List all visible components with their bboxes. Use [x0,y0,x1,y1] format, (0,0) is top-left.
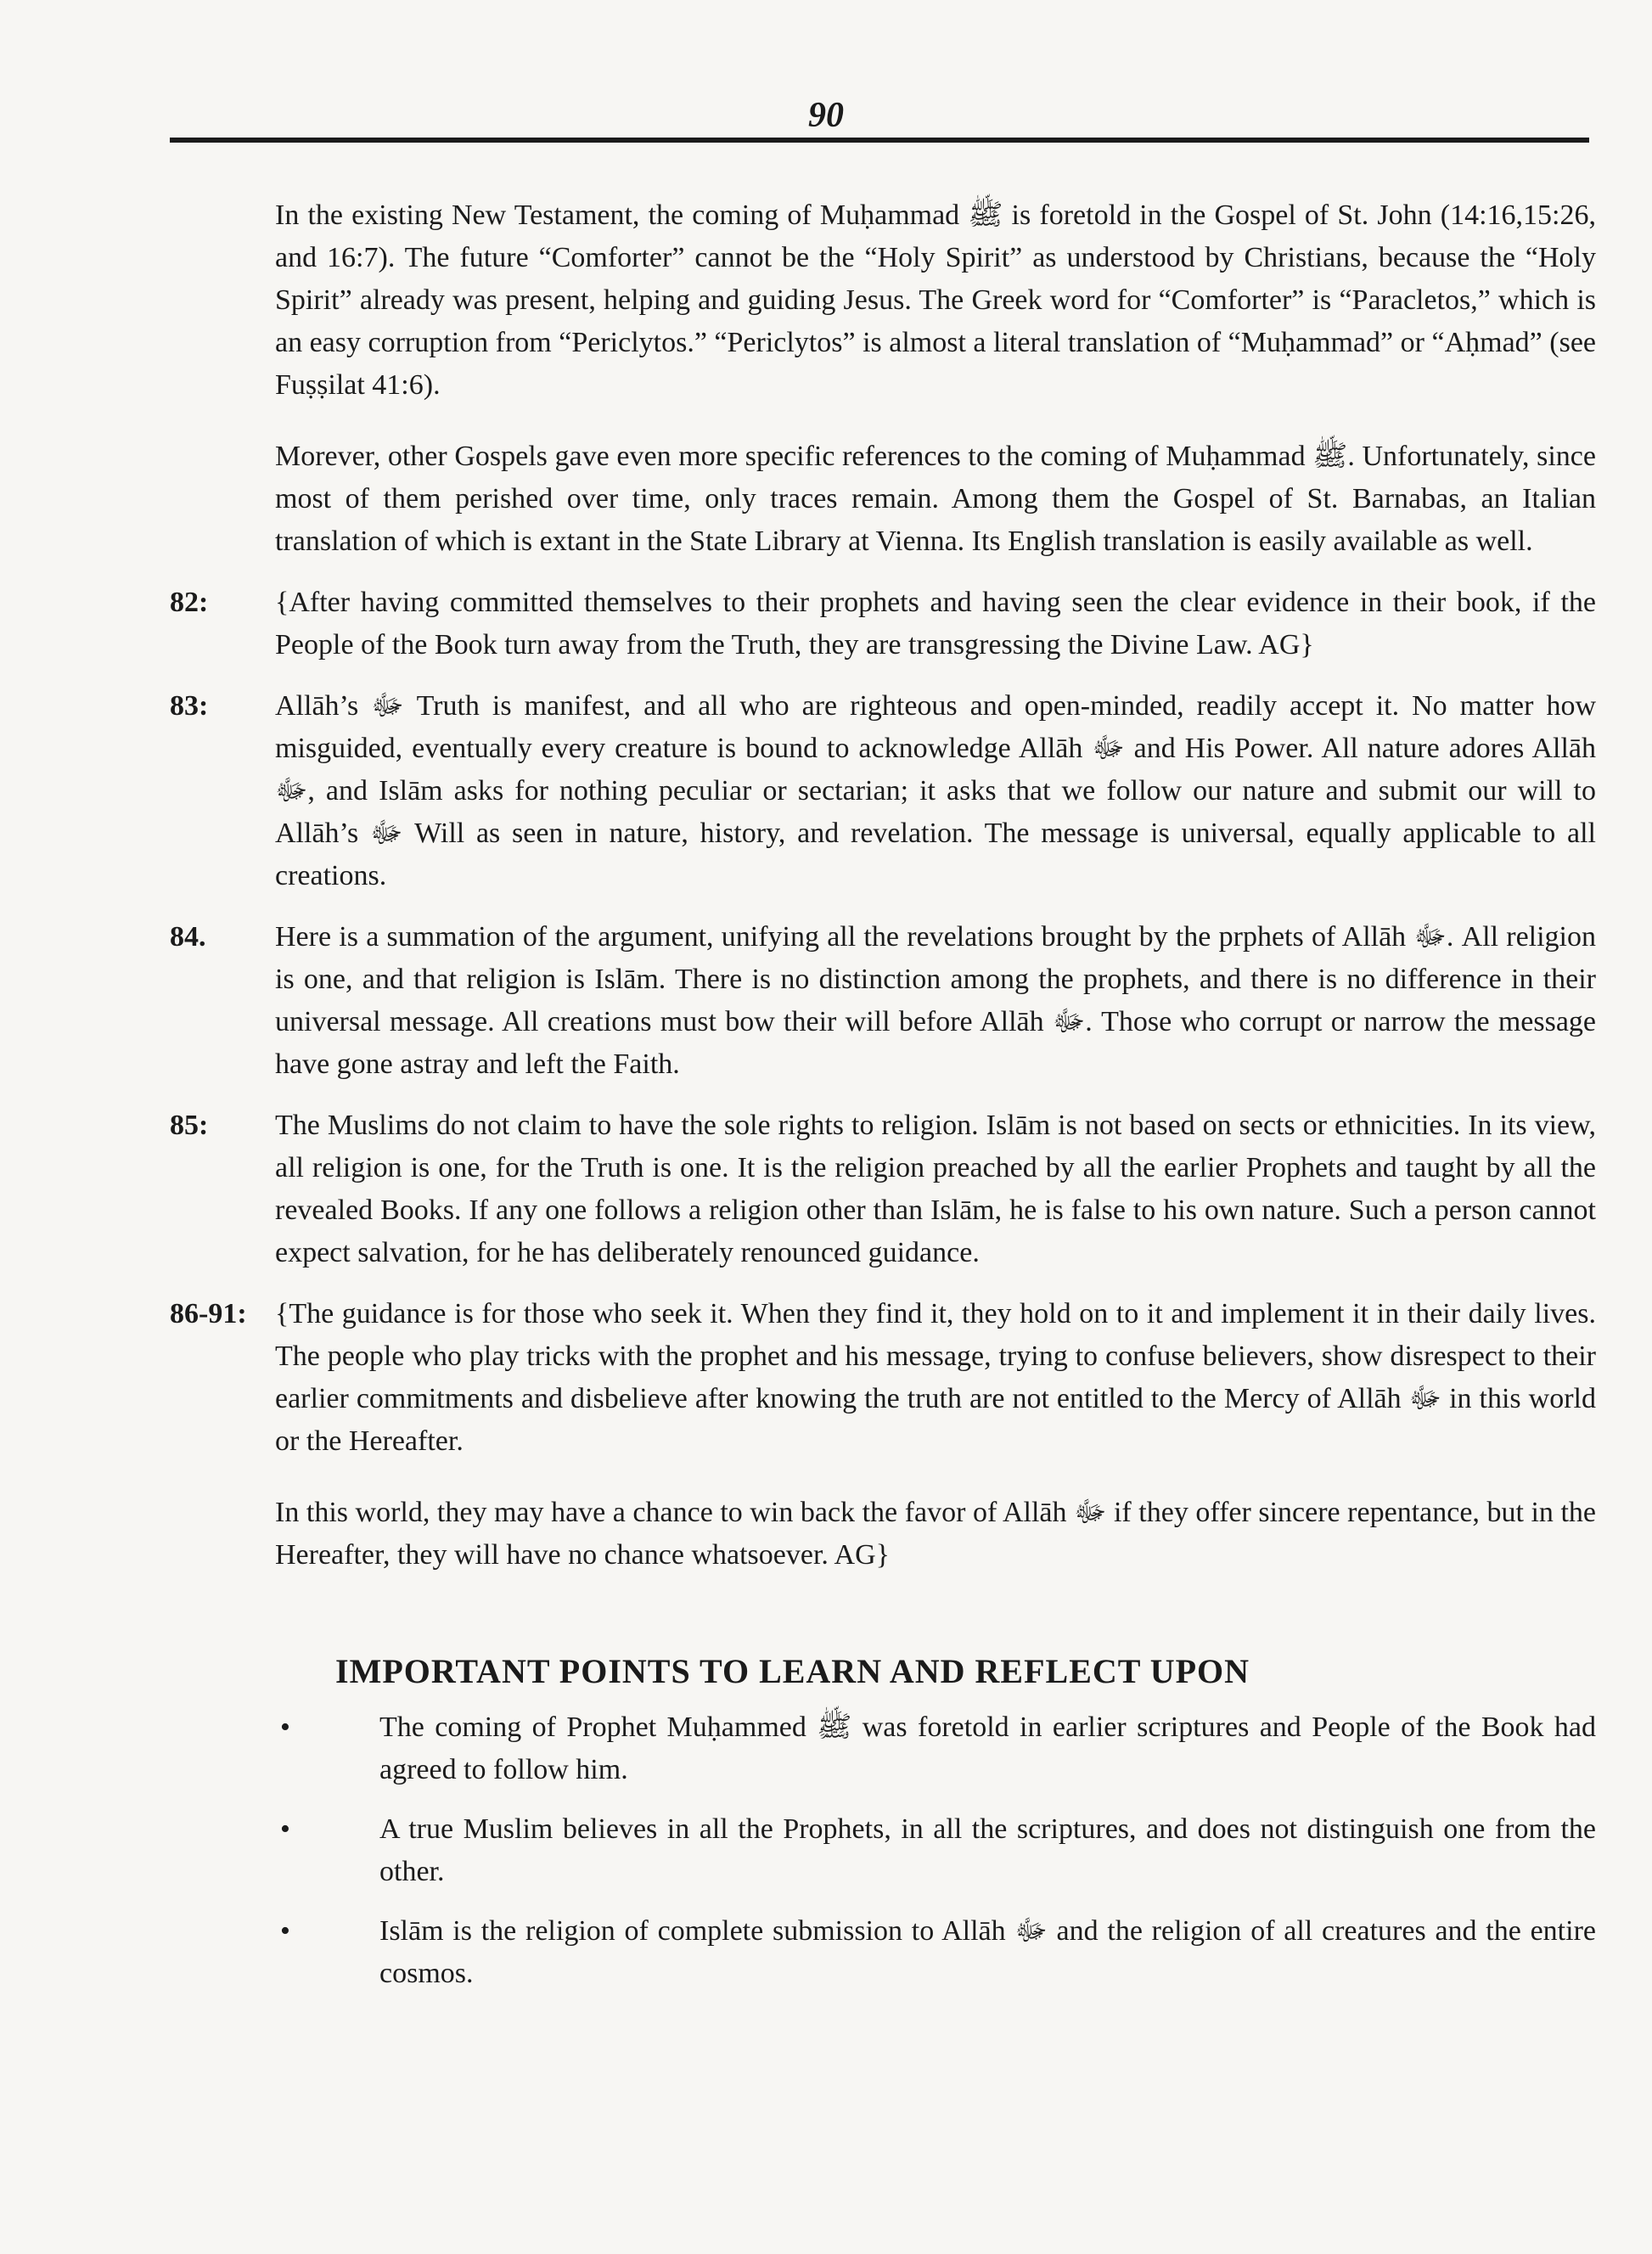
numbered-item-83 [170,685,1596,897]
bullet-text: The coming of Prophet Muḥammed ﷺ was foretold in earlier scriptures and People of the Book had agreed to follow him. [379,1712,1596,1785]
numbered-item-84 [170,916,1596,1086]
item-number: 82: [170,587,209,618]
paragraph-new-testament: In the existing New Testament, the coming of Muḥammad ﷺ is foretold in the Gospel of St. John (14:16,15:26, and 16:7). The future “Comforter” cannot be the “Holy Spirit” as understood by Christians, because the “Holy Spirit” already was present, helping and guiding Jesus. The Greek word for “Comforter” is “Paracletos,” which is an easy corruption from “Periclytos.” “Periclytos” is almost a literal translation of “Muḥammad” or “Aḥmad” (see Fuṣṣilat 41:6). [275,200,1596,401]
item-text: The Muslims do not claim to have the sole rights to religion. Islām is not based on sects or ethnicities. In its view, all religion is one, for the Truth is one. It is the religion preached by all the earlier Prophets and taught by all the revealed Books. If any one follows a religion other than Islām, he is false to his own nature. Such a person cannot expect salvation, for he has deliberately renounced guidance. [275,1110,1596,1268]
item-number: 83: [170,690,209,722]
bullet-point-1 [170,1706,1596,1791]
section-heading: IMPORTANT POINTS TO LEARN AND REFLECT UPON [335,1652,1250,1690]
item-text: Here is a summation of the argument, unifying all the revelations brought by the prphets of Allāh ﷻ. All religion is one, and that religion is Islām. There is no distinction among the prophets, and there is no difference in their universal message. All creations must bow their will before Allāh ﷻ. Those who corrupt or narrow the message have gone astray and left the Faith. [275,921,1597,1080]
item-text: Allāh’s ﷻ Truth is manifest, and all who are righteous and open-minded, readily accept it. No matter how misguided, eventually every creature is bound to acknowledge Allāh ﷻ and His Power. All nature adores Allāh ﷻ, and Islām asks for nothing peculiar or sectarian; it asks that we follow our nature and submit our will to Allāh’s ﷻ Will as seen in nature, history, and revelation. The message is universal, equally applicable to all creations. [275,690,1596,891]
page-content [170,166,1596,2012]
paragraph-other-gospels: Morever, other Gospels gave even more specific references to the coming of Muḥammad ﷺ. Unfortunately, since most of them perished over time, only traces remain. Among them the Gospel of St. Barnabas, an Italian translation of which is extant in the State Library at Vienna. Its English translation is easily available as well. [275,441,1596,557]
item-text: {The guidance is for those who seek it. When they find it, they hold on to it and implement it in their daily lives. The people who play tricks with the prophet and his message, trying to confuse believers, show disrespect to their earlier commitments and disbelieve after knowing the truth are not entitled to the Mercy of Allāh ﷻ in this world or the Hereafter. [275,1298,1596,1457]
bullet-icon: • [280,1712,290,1743]
bullet-point-2 [170,1808,1596,1893]
bullet-icon: • [280,1915,290,1947]
page-number: 90 [808,96,844,135]
bullet-icon: • [280,1813,290,1845]
item-text: {After having committed themselves to their prophets and having seen the clear evidence in their book, if the People of the Book turn away from the Truth, they are transgressing the Divine Law. AG} [275,587,1596,660]
numbered-item-82 [170,582,1596,666]
bullet-text: A true Muslim believes in all the Prophets, in all the scriptures, and does not distinguish one from the other. [379,1813,1596,1887]
item-number: 85: [170,1110,209,1141]
item-number: 86-91: [170,1298,247,1329]
numbered-item-85 [170,1105,1596,1274]
paragraph-continuation: In this world, they may have a chance to win back the favor of Allāh ﷻ if they offer sincere repentance, but in the Hereafter, they will have no chance whatsoever. AG} [275,1497,1596,1571]
bullet-text: Islām is the religion of complete submission to Allāh ﷻ and the religion of all creatures and the entire cosmos. [379,1915,1596,1989]
header-rule [170,138,1589,143]
numbered-item-86-91 [170,1293,1596,1463]
item-number: 84. [170,921,206,953]
bullet-point-3 [170,1910,1596,1995]
